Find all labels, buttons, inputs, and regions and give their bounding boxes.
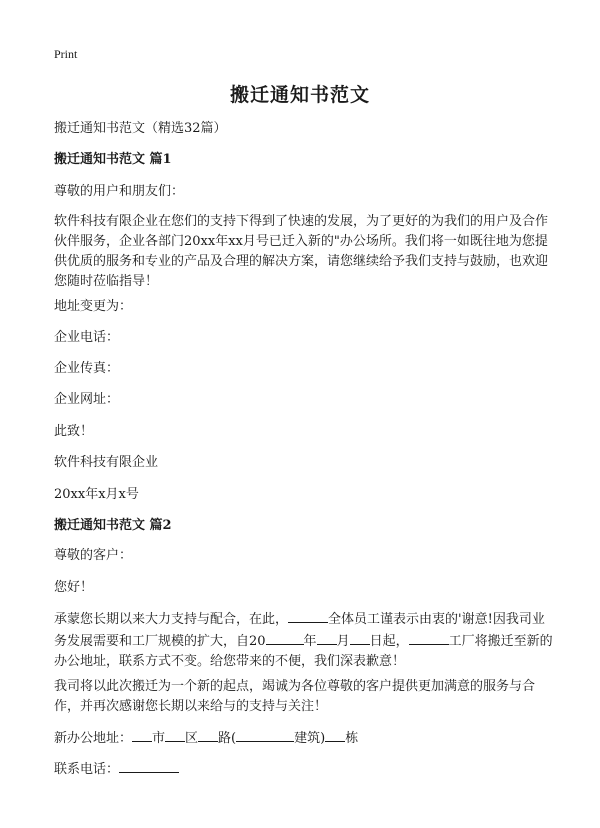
section-1-phone: 企业电话：: [54, 330, 120, 345]
section-1-closing: 此致！: [54, 424, 94, 439]
section-1-greeting: 尊敬的用户和朋友们：: [54, 184, 185, 199]
print-label: Print: [54, 47, 78, 61]
document-subtitle: 搬迁通知书范文（精选32篇）: [54, 121, 227, 136]
blank-day: [350, 630, 370, 645]
p1-part-e: 日起，: [369, 634, 409, 649]
blank-phone: [119, 758, 179, 773]
section-2-paragraph-1: [54, 608, 554, 672]
section-1-company: 软件科技有限企业: [54, 455, 159, 470]
section-1-date: 20xx年x月x号: [54, 487, 139, 502]
section-2-paragraph-2: 我司将以此次搬迁为一个新的起点，竭诚为各位尊敬的客户提供更加满意的服务与合作，并再次感谢您长期以来给与的支持与关注！: [54, 679, 536, 714]
p1-part-c: 年: [303, 634, 317, 649]
blank-city: [132, 727, 152, 742]
section-1-body: 软件科技有限企业在您们的支持下得到了快速的发展，为了更好的为我们的用户及合作伙伴服务，企业各部门20xx年xx月号已迁入新的"办公场所。我们将一如既往地为您提供优质的服务和专业的产品及合理的解决方案，请您继续给予我们支持与鼓励，也欢迎您随时莅临指导！: [54, 214, 549, 289]
p1-part-d: 月: [336, 634, 350, 649]
address-city: 市: [152, 731, 166, 746]
section-1-website: 企业网址：: [54, 392, 120, 407]
address-road: 路(: [218, 731, 237, 746]
section-1-fax: 企业传真：: [54, 361, 120, 376]
address-label: 新办公地址：: [54, 731, 133, 746]
blank-factory: [409, 630, 449, 645]
section-2-heading: 搬迁通知书范文 篇2: [54, 518, 172, 533]
blank-building: [236, 727, 294, 742]
blank-year: [266, 630, 304, 645]
address-building: 建筑): [294, 731, 326, 746]
section-2-greeting: 尊敬的客户：: [54, 548, 133, 563]
section-1-heading: 搬迁通知书范文 篇1: [54, 152, 172, 167]
p1-part-b: 全体员工谨表示由衷的'谢意!因我司业务发展需要和工厂规模的扩大，自20: [54, 612, 545, 649]
address-district: 区: [185, 731, 199, 746]
p1-part-f: 工厂将搬迁至新的办公地址，联系方式不变。给您带来的不便，我们深表歉意！: [54, 634, 553, 669]
blank-unit: [325, 727, 345, 742]
p1-part-a: 承蒙您长期以来大力支持与配合，在此，: [54, 612, 289, 627]
blank-road: [198, 727, 218, 742]
blank-month: [317, 630, 337, 645]
blank-district: [165, 727, 185, 742]
phone-label: 联系电话：: [54, 762, 120, 777]
section-2-address-line: [54, 727, 554, 749]
section-1-address: 地址变更为：: [54, 299, 133, 314]
section-2-phone-line: [54, 758, 554, 780]
document-title: 搬迁通知书范文: [229, 84, 370, 106]
section-2-hello: 您好！: [54, 580, 94, 595]
blank-company: [288, 608, 328, 623]
address-unit: 栋: [345, 731, 359, 746]
